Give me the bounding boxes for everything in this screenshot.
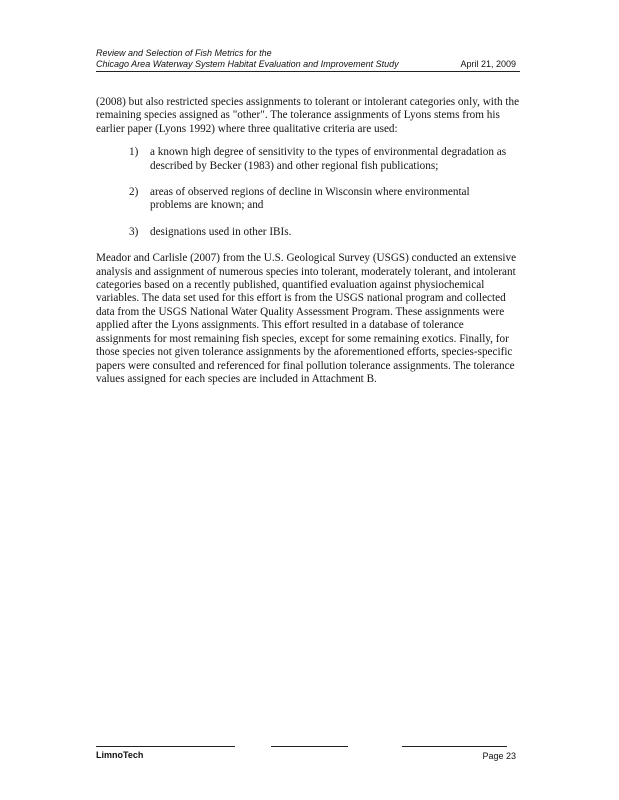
list-item (96, 226, 520, 239)
list-item-text: designations used in other IBIs. (150, 225, 292, 238)
footer-company: LimnoTech (96, 750, 144, 760)
page-header (96, 48, 520, 72)
footer-rule (271, 746, 348, 747)
paragraph-meador-carlisle: Meador and Carlisle (2007) from the U.S. Geological Survey (USGS) conducted an extensive analysis and assignment of numerous species into tolerant, moderately tolerant, and intolerant categories based on a recently published, quantified evaluation against physiochemical variables. The data set used for this effort is from the USGS national program and collected data from the USGS National Water Quality Assessment Program. These assignments were applied after the Lyons assignments. This effort resulted in a database of tolerance assignments for most remaining fish species, except for some remaining exotics. Finally, for those species not given tolerance assignments by the aforementioned efforts, species-specific papers were consulted and referenced for final pollution tolerance assignments. The tolerance values assigned for each species are included in Attachment B. (96, 252, 517, 385)
header-title-line1: Review and Selection of Fish Metrics for the (96, 48, 272, 58)
header-date: April 21, 2009 (460, 59, 516, 69)
list-item (96, 186, 520, 213)
footer-rule (402, 746, 507, 747)
list-item (96, 146, 520, 173)
header-line2 (96, 59, 520, 72)
list-item-number: 3) (129, 225, 139, 238)
paragraph-lyons: (2008) but also restricted species assignments to tolerant or intolerant categories only, with the remaining species assigned as "other". The tolerance assignments of Lyons stems from his earlier paper (Lyons 1992) where three qualitative criteria are used: (96, 96, 520, 135)
page-number: Page 23 (482, 751, 516, 761)
list-item-text: a known high degree of sensitivity to the types of environmental degradation as described by Becker (1983) and other regional fish publications; (150, 146, 507, 172)
list-item-number: 2) (129, 186, 139, 199)
header-title-line2: Chicago Area Waterway System Habitat Evaluation and Improvement Study (96, 59, 399, 69)
list-item-number: 1) (129, 146, 139, 159)
page-footer (96, 740, 520, 780)
document-body (96, 96, 520, 386)
list-item-text: areas of observed regions of decline in Wisconsin where environmental problems are known; and (150, 186, 470, 212)
footer-rule (96, 746, 235, 747)
criteria-list (96, 146, 520, 239)
